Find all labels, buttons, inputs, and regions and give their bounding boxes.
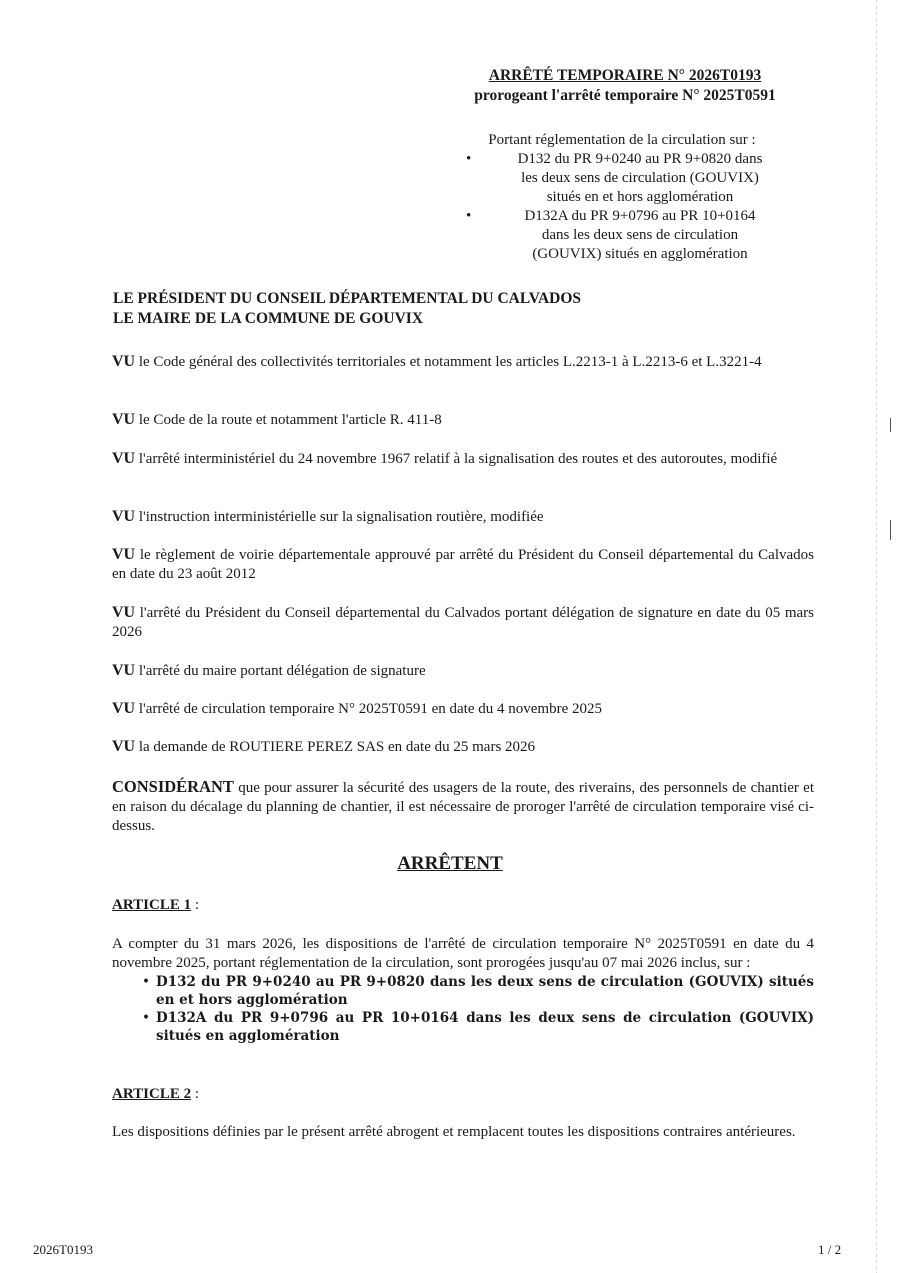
scan-mark <box>890 418 891 432</box>
vu-label: VU <box>112 604 136 621</box>
vu-label: VU <box>112 508 136 525</box>
article-1-heading <box>112 896 199 915</box>
footer-reference: 2026T0193 <box>33 1242 93 1257</box>
vu-text: le Code de la route et notamment l'article R. 411-8 <box>138 412 442 428</box>
bullet-icon: • <box>466 151 472 167</box>
vu-paragraph <box>112 603 814 642</box>
article-text: Les dispositions définies par le présent arrêté abrogent et remplacent toutes les dispositions contraires antérieures. <box>112 1124 796 1140</box>
vu-label: VU <box>112 411 136 428</box>
article-2-heading <box>112 1085 199 1104</box>
article-heading-suffix: : <box>191 1086 199 1102</box>
list-item-text: D132 du PR 9+0240 au PR 9+0820 dans les deux sens de circulation (GOUVIX) situés en et hors agglomération <box>156 974 814 1008</box>
document-title <box>440 66 810 106</box>
bullet-icon: • <box>466 208 472 224</box>
vu-text: l'instruction interministérielle sur la signalisation routière, modifiée <box>138 509 544 525</box>
decree-heading: ARRÊTENT <box>397 853 503 874</box>
page-number: 1 / 2 <box>818 1242 842 1257</box>
considerant-text: que pour assurer la sécurité des usagers de la route, des riverains, des personnels de chantier et en raison du décalage du planning de chantier, il est nécessaire de proroger l'arrêté de circulation temporaire visé ci-dessus. <box>112 780 814 834</box>
vu-paragraph <box>112 507 814 527</box>
vu-text: l'arrêté interministériel du 24 novembre 1967 relatif à la signalisation des routes et des autoroutes, modifié <box>138 451 778 467</box>
vu-paragraph <box>112 545 814 584</box>
considerant-label: CONSIDÉRANT <box>112 777 234 796</box>
article-1-list <box>112 973 814 1045</box>
vu-text: l'arrêté de circulation temporaire N° 2025T0591 en date du 4 novembre 2025 <box>138 701 602 717</box>
vu-label: VU <box>112 738 136 755</box>
vu-text: le Code général des collectivités territoriales et notamment les articles L.2213-1 à L.2213-6 et L.3221-4 <box>138 354 762 370</box>
article-2-body <box>112 1123 814 1142</box>
vu-text: l'arrêté du maire portant délégation de signature <box>138 663 426 679</box>
list-item <box>452 207 792 264</box>
authority-line: LE PRÉSIDENT DU CONSEIL DÉPARTEMENTAL DU CALVADOS <box>113 290 582 307</box>
vu-label: VU <box>112 662 136 679</box>
subject-line: les deux sens de circulation (GOUVIX) <box>521 170 759 186</box>
article-heading-label: ARTICLE 2 <box>112 1086 192 1102</box>
vu-label: VU <box>112 700 136 717</box>
scan-edge-artifact <box>876 0 877 1273</box>
subject-line: (GOUVIX) situés en agglomération <box>532 246 748 262</box>
vu-text: l'arrêté du Président du Conseil départemental du Calvados portant délégation de signature en date du 05 mars 2026 <box>112 605 815 640</box>
scan-mark <box>890 520 891 540</box>
vu-label: VU <box>112 546 136 563</box>
subject-intro: Portant réglementation de la circulation sur : <box>488 132 756 148</box>
vu-paragraph <box>112 352 814 372</box>
bullet-icon: • <box>142 1010 150 1026</box>
vu-label: VU <box>112 353 136 370</box>
subject-line: dans les deux sens de circulation <box>541 227 739 243</box>
vu-paragraph <box>112 449 814 469</box>
list-item <box>452 150 792 207</box>
article-1-body <box>112 935 814 1045</box>
subject-block <box>452 131 792 264</box>
subject-list <box>452 150 792 264</box>
vu-paragraph <box>112 737 814 757</box>
authority-block <box>113 289 581 329</box>
considerant-paragraph <box>112 777 814 836</box>
list-item-text: D132A du PR 9+0796 au PR 10+0164 dans les deux sens de circulation (GOUVIX) situés en agglomération <box>156 1010 814 1044</box>
title-line: ARRÊTÉ TEMPORAIRE N° 2026T0193 <box>488 67 762 84</box>
vu-text: la demande de ROUTIERE PEREZ SAS en date du 25 mars 2026 <box>138 739 536 755</box>
subject-line: situés en et hors agglomération <box>546 189 734 205</box>
vu-paragraph <box>112 699 814 719</box>
subject-line: D132A du PR 9+0796 au PR 10+0164 <box>524 208 756 224</box>
article-heading-label: ARTICLE 1 <box>112 897 192 913</box>
article-heading-suffix: : <box>191 897 199 913</box>
list-item <box>112 973 814 1009</box>
subject-line: D132 du PR 9+0240 au PR 9+0820 dans <box>517 151 763 167</box>
bullet-icon: • <box>142 974 150 990</box>
vu-paragraph <box>112 410 814 430</box>
authority-line: LE MAIRE DE LA COMMUNE DE GOUVIX <box>113 310 424 327</box>
vu-text: le règlement de voirie départementale approuvé par arrêté du Président du Conseil départemental du Calvados en date du 23 août 2012 <box>112 547 815 582</box>
vu-label: VU <box>112 450 136 467</box>
list-item <box>112 1009 814 1045</box>
article-text: A compter du 31 mars 2026, les dispositions de l'arrêté de circulation temporaire N° 2025T0591 en date du 4 novembre 2025, portant réglementation de la circulation, sont prorogées jusqu'au 07 mai 2026 inclus, sur : <box>112 936 814 971</box>
title-subline: prorogeant l'arrêté temporaire N° 2025T0591 <box>474 87 776 104</box>
vu-paragraph <box>112 661 814 681</box>
